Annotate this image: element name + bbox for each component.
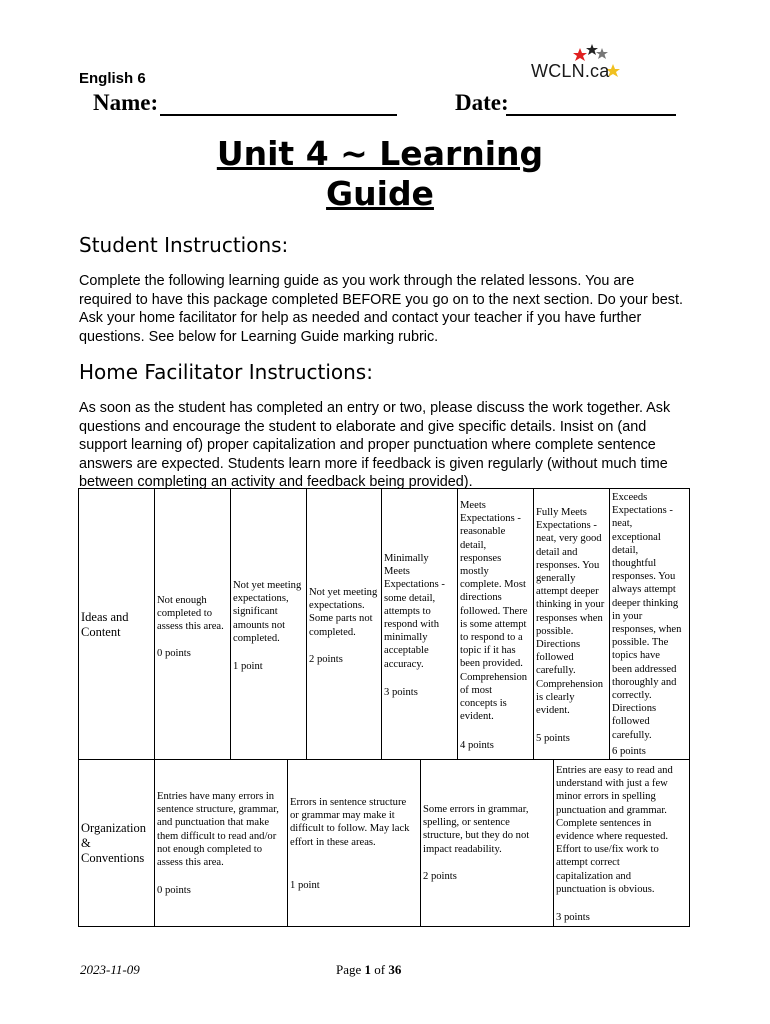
- rubric-level-cell: [306, 489, 382, 759]
- page-current: 1: [364, 962, 372, 977]
- rubric-level-points: 1 point: [233, 661, 263, 672]
- rubric-row-organization: [78, 759, 690, 927]
- rubric-level-text: Exceeds Expectations - neat, exceptional detail, thoughtful responses. You always attempt deeper thinking in your responses, when possible. The topics have been addressed thoroughly and correctly. Directions followed carefully.: [612, 492, 682, 741]
- rubric-level-cell: [154, 760, 288, 926]
- rubric-level-text: Not yet meeting expectations. Some parts not completed.: [309, 587, 378, 638]
- footer-date: 2023-11-09: [80, 962, 140, 977]
- rubric-level-text: Minimally Meets Expectations - some detail, attempts to respond with minimally acceptable accuracy.: [384, 553, 445, 670]
- student-instructions-text: Complete the following learning guide as you work through the related lessons. You are required to have this package completed BEFORE you go on to the next section. Do your best. Ask your home facilitator for help as needed and contact your teacher if you have further questions. See below for Learning Guide marking rubric.: [79, 273, 683, 345]
- logo-tld: .ca: [584, 61, 610, 81]
- page-number: [336, 962, 401, 978]
- rubric-level-cell: [287, 760, 421, 926]
- student-instructions-heading: Student Instructions:: [79, 233, 289, 257]
- page-title: [180, 134, 580, 214]
- rubric-level-cell: [553, 760, 690, 926]
- course-label: English 6: [79, 70, 146, 87]
- rubric-label: Organization & Conventions: [81, 821, 147, 865]
- rubric-level-text: Meets Expectations - reasonable detail, responses mostly complete. Most directions followed. There is some attempt to respond to a topic if it has been provided. Comprehension of most concepts is evident.: [460, 500, 528, 723]
- logo-text: [531, 61, 609, 82]
- name-field-line[interactable]: [160, 114, 397, 116]
- rubric-level-points: 1 point: [290, 880, 320, 891]
- rubric-level-points: 2 points: [309, 654, 343, 665]
- logo-name: WCLN: [531, 61, 585, 81]
- rubric-level-points: 3 points: [556, 912, 590, 923]
- date-label: Date:: [455, 90, 509, 115]
- page-prefix: Page: [336, 962, 365, 977]
- date-field-line[interactable]: [506, 114, 676, 116]
- title-line-1: Unit 4 ~ Learning: [216, 134, 544, 173]
- rubric-level-cell: [381, 489, 458, 759]
- rubric-level-points: 0 points: [157, 648, 191, 659]
- rubric-level-cell: [154, 489, 231, 759]
- rubric-level-text: Not yet meeting expectations, significant amounts not completed.: [233, 580, 302, 644]
- rubric-level-points: 6 points: [612, 746, 646, 757]
- rubric-level-text: Entries have many errors in sentence structure, grammar, and punctuation that make them difficult to read and/or not enough completed to assess this area.: [157, 791, 279, 869]
- page-of: of: [371, 962, 389, 977]
- rubric-level-cell: [609, 489, 690, 759]
- rubric-level-cell: [533, 489, 610, 759]
- rubric-level-points: 0 points: [157, 885, 191, 896]
- rubric-level-points: 3 points: [384, 687, 418, 698]
- rubric-level-text: Not enough completed to assess this area.: [157, 595, 224, 633]
- rubric-label-cell: [79, 489, 155, 759]
- wcln-logo: [530, 44, 625, 86]
- rubric-level-points: 4 points: [460, 740, 494, 751]
- name-label: Name:: [93, 90, 159, 115]
- rubric-level-text: Fully Meets Expectations - neat, very good detail and responses. You generally attempt deeper thinking in your responses when possible. Directions followed carefully. Comprehension is clearly evident.: [536, 507, 605, 717]
- rubric-level-points: 5 points: [536, 733, 570, 744]
- rubric-label-cell: [79, 760, 155, 926]
- rubric-level-points: 2 points: [423, 871, 457, 882]
- rubric-row-ideas: [78, 488, 690, 760]
- rubric-level-cell: [420, 760, 554, 926]
- facilitator-instructions-text: As soon as the student has completed an entry or two, please discuss the work together. Ask questions and encourage the student to elaborate and give specific details. Insist on (and support learning of) proper capitalization and proper punctuation where complete sentence answers are expected. Students learn more if feedback is given regularly (without much time between completing an activity and feedback being provided).: [79, 400, 671, 490]
- title-line-2: Guide: [326, 174, 434, 213]
- rubric-level-text: Errors in sentence structure or grammar may make it difficult to follow. May lack effort in these areas.: [290, 797, 410, 848]
- page-total: 36: [388, 962, 402, 977]
- facilitator-instructions-heading: Home Facilitator Instructions:: [79, 360, 373, 384]
- rubric-level-cell: [457, 489, 534, 759]
- rubric-level-cell: [230, 489, 307, 759]
- rubric-label: Ideas and Content: [81, 610, 129, 639]
- rubric-level-text: Some errors in grammar, spelling, or sentence structure, but they do not impact readability.: [423, 804, 530, 855]
- rubric-level-text: Entries are easy to read and understand with just a few minor errors in spelling punctuation and grammar. Complete sentences in evidence where requested. Effort to use/fix work to attempt correct capitalization and punctuation is obvious.: [556, 765, 673, 895]
